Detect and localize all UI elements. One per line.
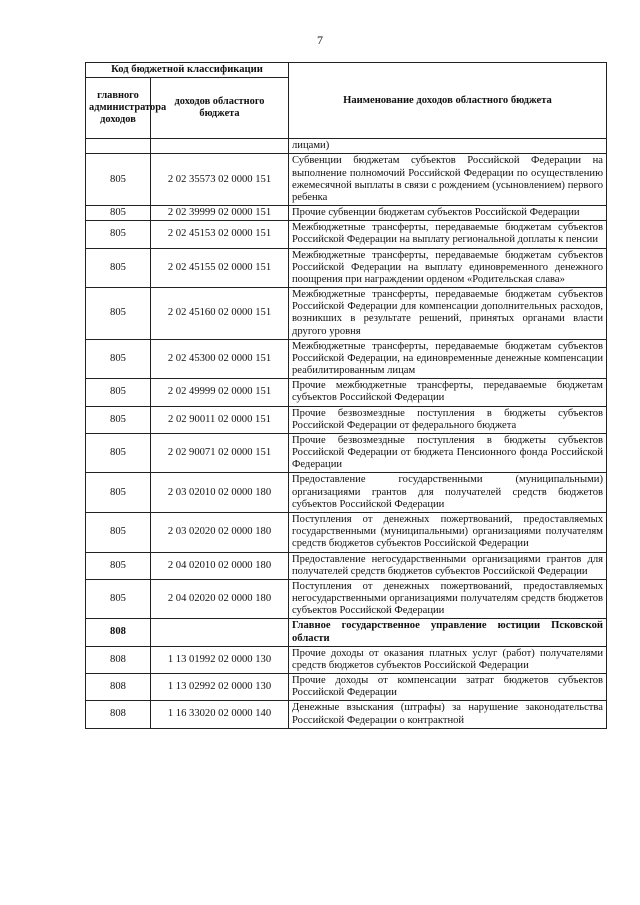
continuation-admin-cell	[86, 139, 151, 154]
revenue-code-cell: 2 02 45153 02 0000 151	[151, 221, 289, 248]
header-budget-classification: Код бюджетной классификации	[86, 63, 289, 78]
revenue-code-cell: 2 03 02010 02 0000 180	[151, 473, 289, 513]
table-row	[86, 646, 607, 673]
budget-revenue-table	[85, 62, 607, 729]
table-row	[86, 674, 607, 701]
table-row	[86, 406, 607, 433]
table-row	[86, 473, 607, 513]
revenue-name-cell: Поступления от денежных пожертвований, предоставляемых негосударственными организациями получателям средств бюджетов субъектов Российской Федерации	[289, 579, 607, 619]
revenue-name-cell: Денежные взыскания (штрафы) за нарушение законодательства Российской Федерации о контрактной	[289, 701, 607, 728]
revenue-name-cell: Межбюджетные трансферты, передаваемые бюджетам субъектов Российской Федерации для компенсации дополнительных расходов, возникших в результате решений, принятых органами власти другого уровня	[289, 288, 607, 340]
table-row	[86, 154, 607, 206]
admin-code-cell: 805	[86, 512, 151, 552]
header-revenue-name: Наименование доходов областного бюджета	[289, 63, 607, 139]
revenue-name-cell: Главное государственное управление юстиции Псковской области	[289, 619, 607, 646]
header-row-group	[86, 63, 607, 78]
continuation-code-cell	[151, 139, 289, 154]
table-row	[86, 579, 607, 619]
admin-code-cell: 808	[86, 619, 151, 646]
table-row	[86, 433, 607, 473]
revenue-code-cell: 2 02 45300 02 0000 151	[151, 339, 289, 379]
admin-code-cell: 805	[86, 579, 151, 619]
admin-code-cell: 808	[86, 646, 151, 673]
table-body	[86, 139, 607, 729]
revenue-code-cell: 2 04 02020 02 0000 180	[151, 579, 289, 619]
admin-code-cell: 805	[86, 154, 151, 206]
revenue-code-cell: 2 02 35573 02 0000 151	[151, 154, 289, 206]
table-row	[86, 288, 607, 340]
table-row	[86, 512, 607, 552]
revenue-code-cell: 2 02 90011 02 0000 151	[151, 406, 289, 433]
admin-code-cell: 805	[86, 221, 151, 248]
revenue-code-cell: 2 02 45160 02 0000 151	[151, 288, 289, 340]
revenue-name-cell: Субвенции бюджетам субъектов Российской Федерации на выполнение полномочий Российской Федерации по осуществлению ежемесячной выплаты в связи с рождением (усыновлением) первого ребенка	[289, 154, 607, 206]
revenue-name-cell: Прочие доходы от оказания платных услуг (работ) получателями средств бюджетов субъектов Российской Федерации	[289, 646, 607, 673]
table-row	[86, 619, 607, 646]
admin-code-cell: 805	[86, 379, 151, 406]
revenue-code-cell: 2 02 45155 02 0000 151	[151, 248, 289, 288]
revenue-name-cell: Межбюджетные трансферты, передаваемые бюджетам субъектов Российской Федерации, на единовременные денежные компенсации реабилитированным лицам	[289, 339, 607, 379]
revenue-name-cell: Предоставление государственными (муниципальными) организациями грантов для получателей средств бюджетов субъектов Российской Федерации	[289, 473, 607, 513]
revenue-code-cell: 2 03 02020 02 0000 180	[151, 512, 289, 552]
revenue-code-cell: 1 16 33020 02 0000 140	[151, 701, 289, 728]
revenue-name-cell: Предоставление негосударственными организациями грантов для получателей средств бюджетов субъектов Российской Федерации	[289, 552, 607, 579]
admin-code-cell: 805	[86, 406, 151, 433]
table-row	[86, 221, 607, 248]
admin-code-cell: 808	[86, 674, 151, 701]
revenue-code-cell: 2 02 39999 02 0000 151	[151, 206, 289, 221]
admin-code-cell: 805	[86, 288, 151, 340]
table-row	[86, 379, 607, 406]
table-row	[86, 206, 607, 221]
revenue-name-cell: Межбюджетные трансферты, передаваемые бюджетам субъектов Российской Федерации на выплату региональной доплаты к пенсии	[289, 221, 607, 248]
revenue-code-cell: 2 02 90071 02 0000 151	[151, 433, 289, 473]
revenue-code-cell: 2 04 02010 02 0000 180	[151, 552, 289, 579]
continuation-row	[86, 139, 607, 154]
admin-code-cell: 805	[86, 473, 151, 513]
header-regional-revenue-code: доходов областного бюджета	[151, 78, 289, 139]
revenue-code-cell	[151, 619, 289, 646]
admin-code-cell: 808	[86, 701, 151, 728]
revenue-name-cell: Поступления от денежных пожертвований, предоставляемых государственными (муниципальными) организациями получателям средств бюджетов субъектов Российской Федерации	[289, 512, 607, 552]
continuation-text: лицами)	[289, 139, 607, 154]
revenue-code-cell: 2 02 49999 02 0000 151	[151, 379, 289, 406]
revenue-name-cell: Межбюджетные трансферты, передаваемые бюджетам субъектов Российской Федерации на выплату единовременного денежного поощрения при награждении орденом «Родительская слава»	[289, 248, 607, 288]
admin-code-cell: 805	[86, 339, 151, 379]
table-row	[86, 701, 607, 728]
revenue-code-cell: 1 13 01992 02 0000 130	[151, 646, 289, 673]
admin-code-cell: 805	[86, 206, 151, 221]
revenue-name-cell: Прочие межбюджетные трансферты, передаваемые бюджетам субъектов Российской Федерации	[289, 379, 607, 406]
admin-code-cell: 805	[86, 248, 151, 288]
revenue-code-cell: 1 13 02992 02 0000 130	[151, 674, 289, 701]
revenue-name-cell: Прочие безвозмездные поступления в бюджеты субъектов Российской Федерации от бюджета Пенсионного фонда Российской Федерации	[289, 433, 607, 473]
revenue-name-cell: Прочие доходы от компенсации затрат бюджетов субъектов Российской Федерации	[289, 674, 607, 701]
admin-code-cell: 805	[86, 552, 151, 579]
table-row	[86, 339, 607, 379]
revenue-name-cell: Прочие субвенции бюджетам субъектов Российской Федерации	[289, 206, 607, 221]
header-chief-administrator: главного администратора доходов	[86, 78, 151, 139]
page-number: 7	[317, 33, 323, 47]
table-row	[86, 552, 607, 579]
revenue-name-cell: Прочие безвозмездные поступления в бюджеты субъектов Российской Федерации от федерального бюджета	[289, 406, 607, 433]
admin-code-cell: 805	[86, 433, 151, 473]
table-row	[86, 248, 607, 288]
